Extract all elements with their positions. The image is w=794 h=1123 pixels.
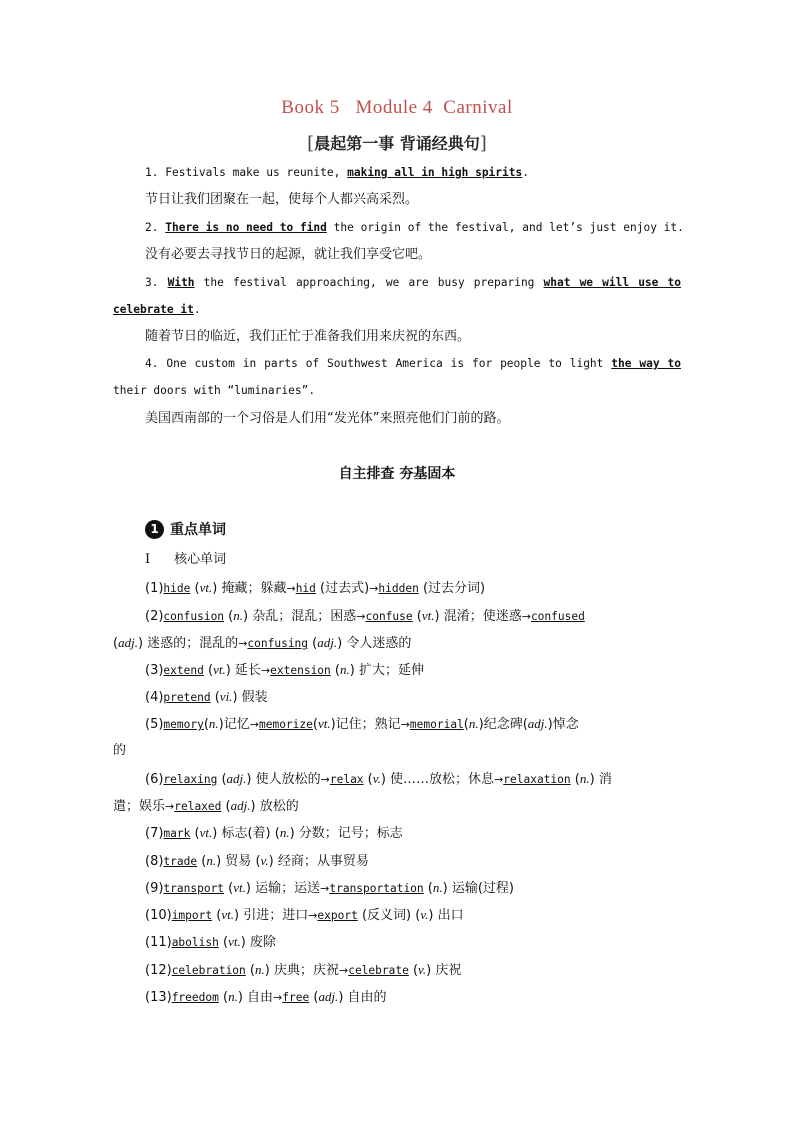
sentence-4-en-line2: their doors with “luminaries”. (113, 384, 316, 397)
sentence-1-en (145, 165, 713, 181)
arrow-icon: → (273, 991, 283, 1004)
bracket-open: [ (307, 133, 315, 154)
vocab-word: relax (329, 773, 364, 786)
sentence-text: the origin of the festival, and let’s just enjoy it. (333, 221, 684, 234)
vocab-item: (13)freedom (n.) 自由→free (adj.) 自由的 (145, 989, 387, 1005)
key-phrase: what we will use to (543, 276, 681, 289)
arrow-icon: → (320, 773, 330, 786)
arrow-icon: → (338, 964, 349, 977)
subheading-label: 核心单词 (174, 552, 227, 567)
sentence-text: the festival approaching, we are busy preparing (203, 276, 535, 289)
sentence-number: 4. (145, 357, 159, 370)
vocab-word: hide (163, 582, 191, 595)
arrow-icon: → (260, 664, 271, 677)
vocab-item: (9)transport (vt.) 运输；运送→transportation (n.) 运输(过程) (145, 880, 514, 896)
page-title: Book 5 Module 4 Carnival (281, 97, 513, 118)
key-phrase: the way to (611, 357, 681, 370)
arrow-icon: → (400, 718, 410, 731)
vocab-item-cont: 遣；娱乐→relaxed (adj.) 放松的 (113, 798, 299, 814)
key-phrase: There is no need to find (165, 221, 327, 234)
vocab-word: confusing (247, 637, 309, 650)
vocab-word: memory (163, 718, 204, 731)
vocab-word: transportation (329, 882, 424, 895)
vocab-item-cont: 的 (113, 743, 127, 758)
arrow-icon: → (249, 718, 259, 731)
vocab-item: (8)trade (n.) 贸易 (v.) 经商；从事贸易 (145, 853, 369, 869)
vocab-item: (6)relaxing (adj.) 使人放松的→relax (v.) 使……放松；休息→relaxation (n.) 消 (145, 771, 612, 787)
arrow-icon: → (521, 610, 531, 623)
sentence-3-en-line2 (113, 302, 681, 318)
vocab-subheading (145, 552, 685, 568)
roman-numeral: Ⅰ (145, 552, 151, 567)
sentence-4-cn: 美国西南部的一个习俗是人们用“发光体”来照亮他们门前的路。 (145, 411, 510, 426)
vocab-word: confuse (365, 610, 413, 623)
key-phrase: making all in high spirits (347, 166, 523, 179)
key-phrase: celebrate it (113, 303, 194, 316)
arrow-icon: → (308, 909, 318, 922)
sentence-text: . (522, 166, 529, 179)
sentence-text: Festivals make us reunite, (165, 166, 341, 179)
arrow-icon: → (286, 582, 296, 595)
vocab-item: (12)celebration (n.) 庆典；庆祝→celebrate (v.) 庆祝 (145, 962, 462, 978)
bracket-close: ] (479, 133, 487, 154)
vocab-word: confused (530, 610, 585, 623)
arrow-icon: → (494, 773, 504, 786)
vocab-item: (7)mark (vt.) 标志(着) (n.) 分数；记号；标志 (145, 825, 403, 841)
vocab-item: (11)abolish (vt.) 废除 (145, 934, 276, 950)
vocab-heading (145, 519, 226, 539)
sentence-number: 1. (145, 166, 159, 179)
vocab-item: (10)import (vt.) 引进；进口→export (反义词) (v.) 出口 (145, 907, 464, 923)
arrow-icon: → (238, 637, 248, 650)
number-badge-icon: 1 (145, 520, 164, 539)
vocab-word: celebrate (348, 964, 409, 977)
section-subtitle (0, 131, 794, 154)
vocab-word: trade (163, 855, 198, 868)
vocab-word: hidden (378, 582, 419, 595)
vocab-heading-label: 重点单词 (170, 522, 226, 538)
sentence-4-en-line1 (145, 356, 681, 372)
sentence-3-en-line1 (145, 275, 681, 291)
section-heading: 自主排查 夯基固本 (338, 466, 456, 482)
vocab-word: extend (163, 664, 204, 677)
vocab-word: free (282, 991, 310, 1004)
vocab-word: relaxed (174, 800, 222, 813)
vocab-item: (5)memory(n.)记忆→memorize(vt.)记住；熟记→memorial(n.)纪念碑(adj.)悼念 (145, 716, 579, 732)
vocab-word: transport (163, 882, 225, 895)
subtitle-text: 晨起第一事 背诵经典句 (314, 134, 480, 153)
vocab-word: export (317, 909, 358, 922)
sentence-2-en (145, 220, 684, 236)
vocab-word: confusion (163, 610, 225, 623)
vocab-word: relaxation (503, 773, 571, 786)
arrow-icon: → (165, 800, 175, 813)
vocab-word: import (171, 909, 213, 922)
sentence-number: 2. (145, 221, 159, 234)
vocab-word: mark (163, 827, 191, 840)
vocab-word: celebration (171, 964, 246, 977)
vocab-word: freedom (171, 991, 219, 1004)
vocab-item: (1)hide (vt.) 掩藏；躲藏→hid (过去式)→hidden (过去分词) (145, 580, 486, 596)
vocab-word: pretend (163, 691, 211, 704)
sentence-2-cn: 没有必要去寻找节日的起源，就让我们享受它吧。 (145, 247, 432, 262)
arrow-icon: → (356, 610, 366, 623)
vocab-word: relaxing (163, 773, 218, 786)
vocab-word: abolish (171, 936, 219, 949)
arrow-icon: → (320, 882, 330, 895)
sentence-text: One custom in parts of Southwest America is for people to light (166, 357, 604, 370)
vocab-word: hid (295, 582, 316, 595)
vocab-word: memorize (258, 718, 313, 731)
vocab-item-cont: (adj.) 迷惑的；混乱的→confusing (adj.) 令人迷惑的 (113, 635, 412, 651)
vocab-item: (3)extend (vt.) 延长→extension (n.) 扩大；延伸 (145, 662, 424, 678)
vocab-item: (2)confusion (n.) 杂乱；混乱；困惑→confuse (vt.) 混淆；使迷惑→confused (145, 608, 585, 624)
vocab-word: extension (270, 664, 331, 677)
vocab-item: (4)pretend (vi.) 假装 (145, 689, 268, 705)
arrow-icon: → (369, 582, 379, 595)
key-phrase: With (167, 276, 195, 289)
sentence-1-cn: 节日让我们团聚在一起，使每个人都兴高采烈。 (145, 192, 419, 207)
vocab-word: memorial (409, 718, 464, 731)
sentence-3-cn: 随着节日的临近，我们正忙于准备我们用来庆祝的东西。 (145, 329, 471, 344)
sentence-number: 3. (145, 276, 159, 289)
sentence-text: . (193, 303, 201, 316)
